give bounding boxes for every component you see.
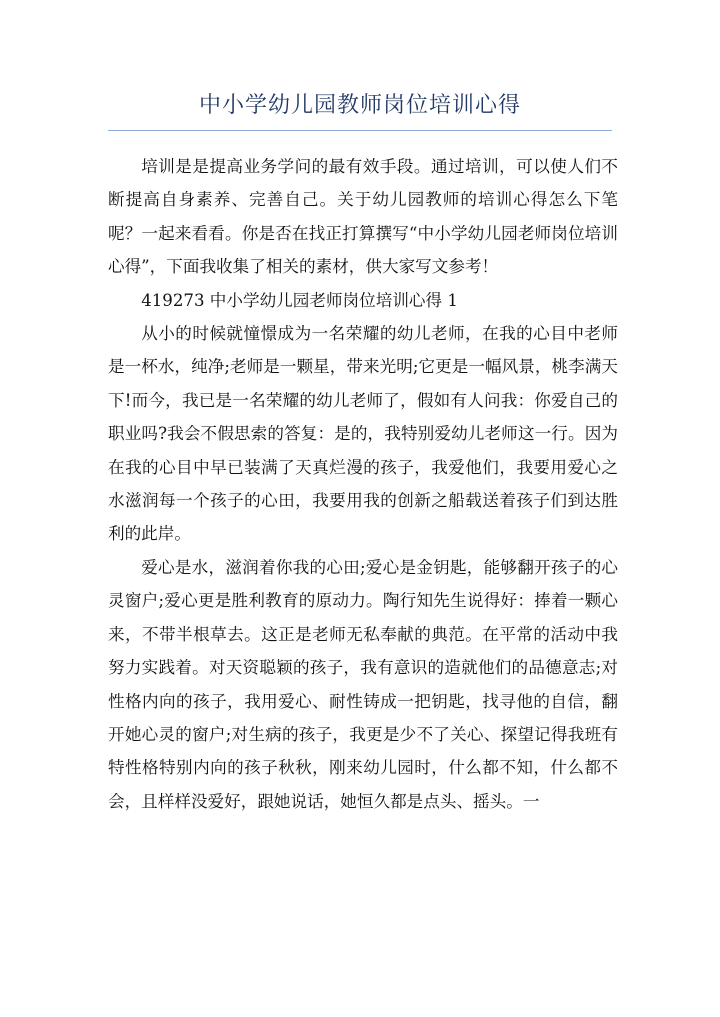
document-body xyxy=(108,150,618,818)
paragraph-heading: 419273 中小学幼儿园老师岗位培训心得 1 xyxy=(141,290,458,310)
paragraph-intro: 培训是是提高业务学问的最有效手段。通过培训，可以使人们不断提高自身素养、完善自己。关于幼儿园教师的培训心得怎么下笔呢？一起来看看。你是否在找正打算撰写“中小学幼儿园老师岗位培训心得”，下面我收集了相关的素材，供大家写文参考！ xyxy=(108,157,618,277)
paragraph-body-2: 爱心是水，滋润着你我的心田;爱心是金钥匙，能够翻开孩子的心灵窗户;爱心更是胜利教育的原动力。陶行知先生说得好：捧着一颗心来，不带半根草去。这正是老师无私奉献的典范。在平常的活动中我努力实践着。对天资聪颖的孩子，我有意识的造就他们的品德意志;对性格内向的孩子，我用爱心、耐性铸成一把钥匙，找寻他的自信，翻开她心灵的窗户;对生病的孩子，我更是少不了关心、探望记得我班有特性格特别内向的孩子秋秋，刚来幼儿园时，什么都不知，什么都不会，且样样没爱好，跟她说话，她恒久都是点头、摇头。一 xyxy=(108,557,618,811)
document-title: 中小学幼儿园教师岗位培训心得 xyxy=(198,93,521,118)
title-divider xyxy=(108,130,612,131)
paragraph-body-1: 从小的时候就憧憬成为一名荣耀的幼儿老师，在我的心目中老师是一杯水，纯净;老师是一颗星，带来光明;它更是一幅风景，桃李满天下!而今，我已是一名荣耀的幼儿老师了，假如有人问我：你爱自己的职业吗?我会不假思索的答复：是的，我特别爱幼儿老师这一行。因为在我的心目中早已装满了天真烂漫的孩子，我爱他们，我要用爱心之水滋润每一个孩子的心田，我要用我的创新之船载送着孩子们到达胜利的此岸。 xyxy=(108,324,618,544)
